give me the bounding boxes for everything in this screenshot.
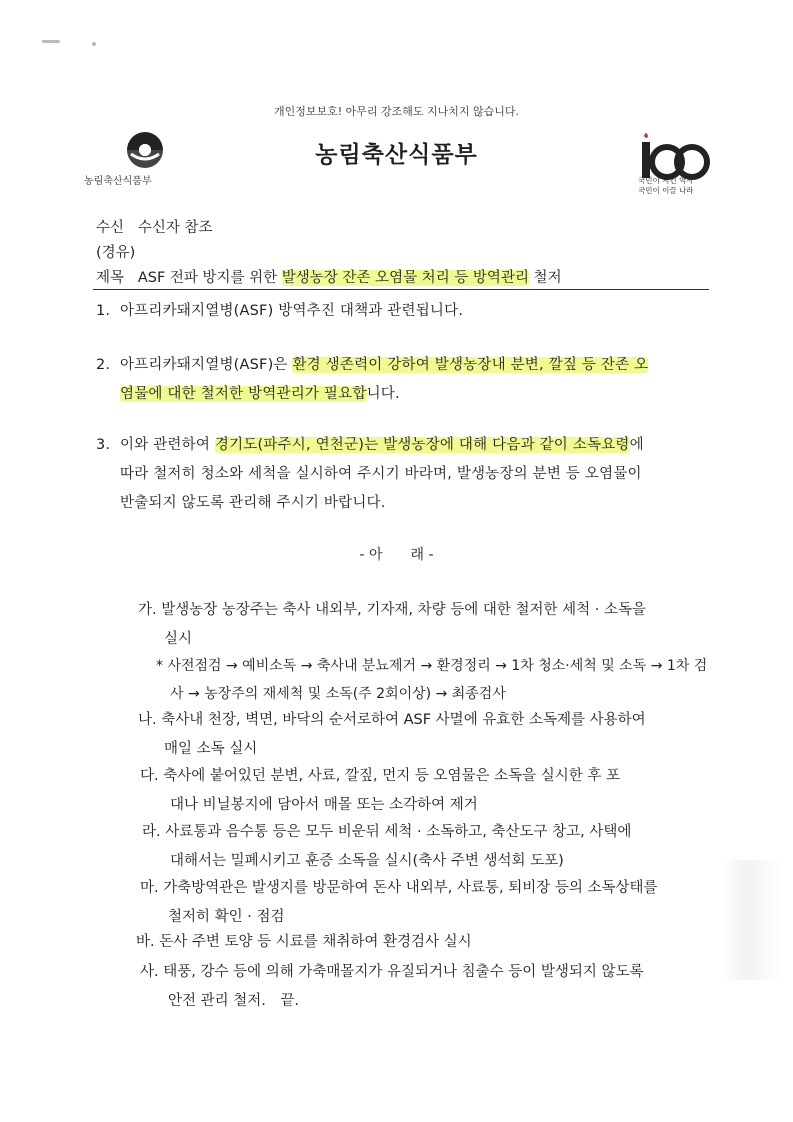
list-item-text-cont: 철저히 확인 · 점검 — [168, 909, 285, 925]
scan-mark — [42, 40, 60, 43]
list-item-label: 라. — [142, 824, 161, 840]
list-item — [142, 818, 717, 876]
logo-right-caption — [638, 176, 693, 196]
list-item — [136, 928, 711, 957]
subject-tail: 철저 — [528, 270, 562, 286]
paragraph-1-text: 아프리카돼지열병(ASF) 방역추진 대책과 관련됩니다. — [120, 303, 464, 319]
list-item-label: 가. — [138, 602, 157, 618]
paragraph-3-line-3: 반출되지 않도록 관리해 주시기 바랍니다. — [120, 495, 386, 511]
procedure-line-2: 사 → 농장주의 재세척 및 소독(주 2회이상) → 최종검사 — [170, 686, 506, 702]
paragraph-2 — [96, 351, 716, 409]
paragraph-3-highlight: 경기도(파주시, 연천군)는 발생농장에 대해 다음과 같이 소독요령 — [214, 437, 630, 453]
subject-divider — [93, 289, 709, 290]
recipient-value: 수신자 참조 — [137, 220, 213, 236]
procedure-note — [156, 652, 726, 708]
list-item-text-cont: 안전 관리 철저. 끝. — [168, 993, 299, 1009]
list-item-text-cont: 대해서는 밀폐시키고 훈증 소독을 실시(축사 주변 생석회 도포) — [170, 853, 564, 869]
list-item-label: 마. — [140, 880, 159, 896]
logo-left-caption: 농림축산식품부 — [84, 176, 152, 187]
recipient-label: 수신 — [96, 220, 125, 236]
procedure-line-1: 사전점검 → 예비소독 → 축사내 분뇨제거 → 환경정리 → 1차 청소·세척 및 소독 → 1차 검 — [167, 658, 708, 674]
list-item-text: 축사에 붙어있던 분변, 사료, 깔짚, 먼지 등 오염물은 소독을 실시한 후 포 — [163, 768, 620, 784]
paragraph-2-text: 아프리카돼지열병(ASF)은 — [120, 357, 293, 373]
logo-right-line-2: 국민이 이끌 나라 — [638, 186, 694, 195]
subject-row — [96, 266, 562, 287]
list-item-label: 사. — [140, 964, 159, 980]
list-item — [138, 706, 713, 764]
list-item-text: 사료통과 음수통 등은 모두 비운뒤 세척 · 소독하고, 축산도구 창고, 사택에 — [165, 824, 632, 840]
paragraph-3-number: 3. — [96, 437, 111, 453]
paragraph-2-tail: 니다. — [366, 386, 400, 402]
subject-highlight: 발생농장 잔존 오염물 처리 등 방역관리 — [281, 270, 529, 286]
scan-mark — [92, 42, 96, 46]
paragraph-1-number: 1. — [96, 303, 111, 319]
list-item — [140, 762, 715, 820]
list-item-text: 발생농장 농장주는 축사 내외부, 기자재, 차량 등에 대한 철저한 세척 · 소독을 — [161, 602, 646, 618]
list-item-label: 나. — [138, 712, 157, 728]
paragraph-3-line-2: 따라 철저히 청소와 세척을 실시하여 주시기 바라며, 발생농장의 분변 등 오염물이 — [120, 466, 642, 482]
via-row — [96, 241, 135, 262]
list-item-label: 다. — [140, 768, 159, 784]
privacy-slogan: 개인정보보호! 아무리 강조해도 지나치지 않습니다. — [273, 105, 520, 118]
paragraph-1 — [96, 297, 716, 326]
scan-smudge — [722, 860, 782, 980]
below-heading: - 아 래 - — [359, 547, 434, 563]
list-item-text: 가축방역관은 발생지를 방문하여 돈사 내외부, 사료통, 퇴비장 등의 소독상태를 — [163, 880, 658, 896]
list-item — [138, 596, 713, 654]
list-item-label: 바. — [136, 934, 155, 950]
ministry-title: 농림축산식품부 — [315, 142, 478, 168]
logo-right-line-1: 국민이 지킨 역사 — [638, 176, 694, 185]
list-item-text: 돈사 주변 토양 등 시료를 채취하여 환경검사 실시 — [159, 934, 472, 950]
via-label: (경유) — [96, 245, 136, 261]
list-item-text-cont: 실시 — [164, 631, 193, 647]
list-item-text-cont: 매일 소독 실시 — [164, 741, 258, 757]
paragraph-2-highlight-1: 환경 생존력이 강하여 발생농장내 분변, 깔짚 등 잔존 오 — [292, 357, 649, 373]
procedure-star: * — [156, 658, 163, 674]
list-item-text: 태풍, 강수 등에 의해 가축매몰지가 유질되거나 침출수 등이 발생되지 않도록 — [163, 964, 644, 980]
recipient-row — [96, 216, 213, 237]
list-item — [140, 874, 715, 932]
subject-label: 제목 — [96, 270, 125, 286]
paragraph-3-text-b: 에 — [629, 437, 644, 453]
list-item-text: 축사내 천장, 벽면, 바닥의 순서로하여 ASF 사멸에 유효한 소독제를 사용하여 — [161, 712, 646, 728]
list-item — [140, 958, 715, 1016]
paragraph-2-highlight-2: 염물에 대한 철저한 방역관리가 필요합 — [120, 386, 367, 402]
subject-text: ASF 전파 방지를 위한 — [137, 270, 282, 286]
paragraph-2-number: 2. — [96, 357, 111, 373]
paragraph-3-text-a: 이와 관련하여 — [120, 437, 215, 453]
list-item-text-cont: 대나 비닐봉지에 담아서 매몰 또는 소각하여 제거 — [170, 797, 478, 813]
paragraph-3 — [96, 431, 716, 518]
